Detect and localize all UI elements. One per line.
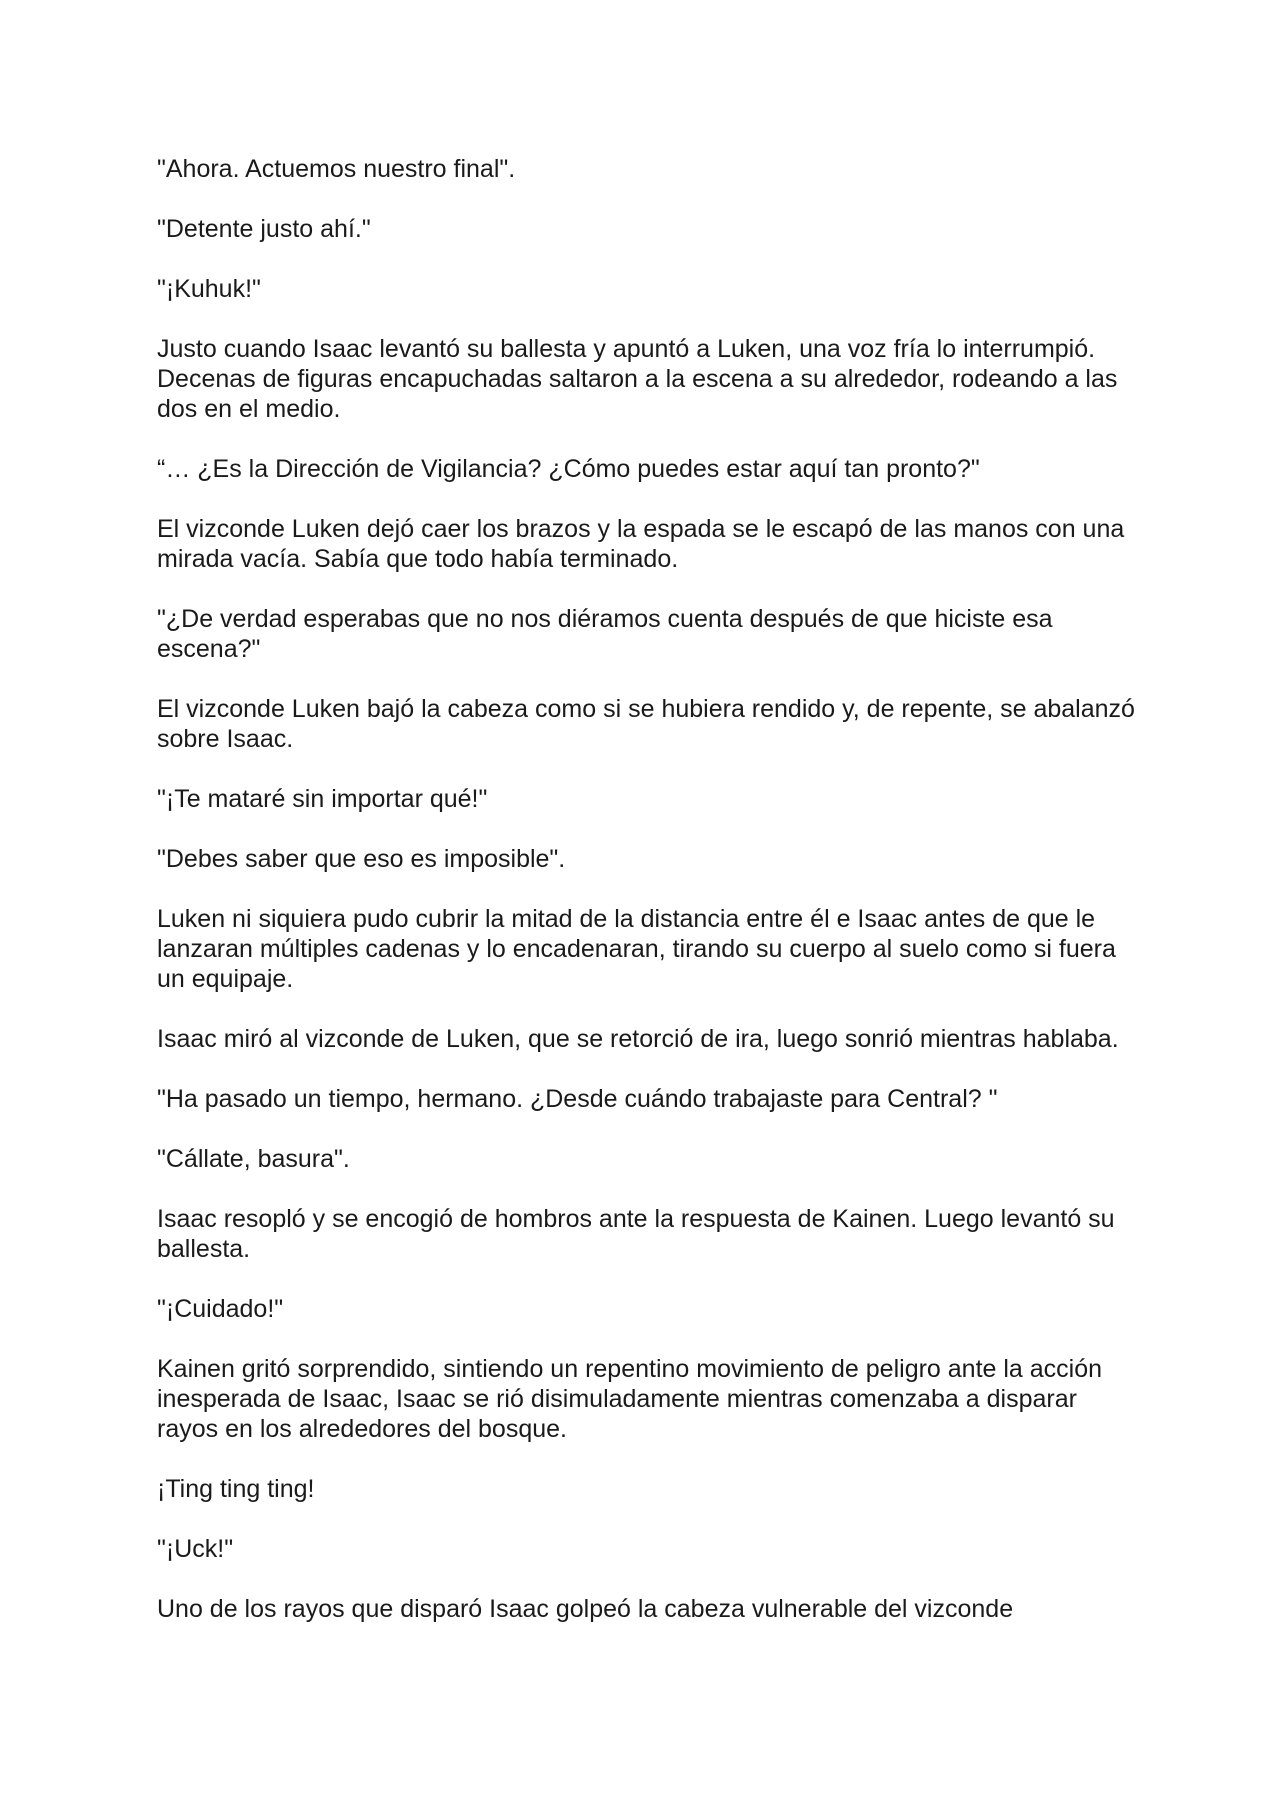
paragraph: El vizconde Luken dejó caer los brazos y la espada se le escapó de las manos con una mirada vacía. Sabía que todo había terminado. — [157, 515, 1125, 573]
paragraph: Uno de los rayos que disparó Isaac golpeó la cabeza vulnerable del vizconde — [157, 1595, 1014, 1623]
paragraph: "¡Kuhuk!" — [157, 275, 261, 303]
paragraph: "¡Te mataré sin importar qué!" — [157, 785, 488, 813]
document-body — [157, 154, 1137, 1654]
paragraph: "Ahora. Actuemos nuestro final". — [157, 155, 516, 183]
paragraph: “… ¿Es la Dirección de Vigilancia? ¿Cómo puedes estar aquí tan pronto?" — [157, 455, 980, 483]
paragraph: Justo cuando Isaac levantó su ballesta y apuntó a Luken, una voz fría lo interrumpió. Decenas de figuras encapuchadas saltaron a la escena a su alrededor, rodeando a las dos en el medio. — [157, 335, 1118, 423]
paragraph: "¿De verdad esperabas que no nos diéramos cuenta después de que hiciste esa escena?" — [157, 605, 1053, 663]
paragraph: ¡Ting ting ting! — [157, 1475, 315, 1503]
paragraph: El vizconde Luken bajó la cabeza como si se hubiera rendido y, de repente, se abalanzó sobre Isaac. — [157, 695, 1135, 753]
paragraph: "Detente justo ahí." — [157, 215, 371, 243]
paragraph: "¡Uck!" — [157, 1535, 234, 1563]
paragraph: Isaac miró al vizconde de Luken, que se retorció de ira, luego sonrió mientras hablaba. — [157, 1025, 1119, 1053]
paragraph: "Cállate, basura". — [157, 1145, 350, 1173]
paragraph: Luken ni siquiera pudo cubrir la mitad de la distancia entre él e Isaac antes de que le lanzaran múltiples cadenas y lo encadenaran, tirando su cuerpo al suelo como si fuera un equipaje. — [157, 905, 1116, 993]
paragraph: "¡Cuidado!" — [157, 1295, 284, 1323]
paragraph: Kainen gritó sorprendido, sintiendo un repentino movimiento de peligro ante la acción inesperada de Isaac, Isaac se rió disimuladamente mientras comenzaba a disparar rayos en los alrededores del bosque. — [157, 1355, 1103, 1443]
paragraph: Isaac resopló y se encogió de hombros ante la respuesta de Kainen. Luego levantó su ballesta. — [157, 1205, 1115, 1263]
paragraph: "Debes saber que eso es imposible". — [157, 845, 566, 873]
paragraph: "Ha pasado un tiempo, hermano. ¿Desde cuándo trabajaste para Central? " — [157, 1085, 998, 1113]
